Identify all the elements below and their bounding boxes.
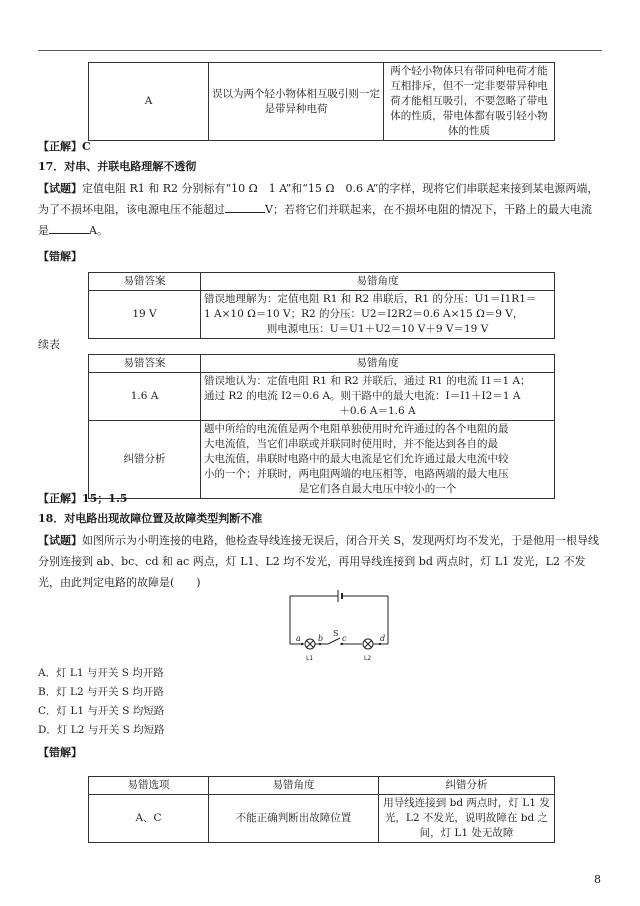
table-cell bbox=[379, 795, 555, 843]
table-cell: 误以为两个轻小物体相互吸引则一定是带异种电荷 bbox=[209, 63, 384, 141]
q17-text-b: V；若将它们并联起来，在不损坏电阻的情况下，干路上的最大电流是 bbox=[38, 203, 592, 237]
q18-options bbox=[38, 664, 602, 740]
option-b: B．灯 L2 与开关 S 均开路 bbox=[38, 686, 164, 698]
header-cell: 易错角度 bbox=[201, 273, 555, 291]
cell-line: 则电源电压：U＝U1＋U2＝10 V＋9 V＝19 V bbox=[266, 323, 489, 335]
table-header-row bbox=[89, 273, 555, 291]
q17-text-a: 定值电阻 R1 和 R2 分别标有“10 Ω 1 A”和“15 Ω 0.6 A”的字样，现将它们串联起来接到某电源两端，为了不损坏电阻，该电源电压不能超过 bbox=[38, 182, 599, 216]
q18-title: 18．对电路出现故障位置及故障类型判断不准 bbox=[38, 512, 263, 525]
label-c: c bbox=[342, 634, 347, 643]
cell-line: ＋0.6 A＝1.6 A bbox=[339, 405, 416, 417]
cell-line: 错误地理解为：定值电阻 R1 和 R2 串联后，R1 的分压：U1＝I1R1＝ bbox=[204, 293, 537, 305]
q18-wrong-label: 【错解】 bbox=[38, 746, 82, 759]
header-cell: 易错答案 bbox=[89, 273, 201, 291]
cell-line: 是它们各自最大电压中较小的一个 bbox=[298, 483, 457, 495]
q17-text bbox=[38, 178, 602, 241]
q17-title: 17．对串、并联电路理解不透彻 bbox=[38, 160, 197, 173]
option-a: A．灯 L1 与开关 S 均开路 bbox=[38, 667, 164, 679]
error-table-17a bbox=[88, 272, 555, 339]
q17-label: 【试题】 bbox=[38, 182, 82, 195]
table-cell bbox=[201, 421, 555, 499]
table-row bbox=[89, 373, 555, 421]
table-cell: 不能正确判断出故障位置 bbox=[209, 795, 379, 843]
table-cell: 1.6 A bbox=[89, 373, 201, 421]
label-b: b bbox=[318, 634, 324, 643]
header-cell: 易错选项 bbox=[89, 777, 209, 795]
page-number: 8 bbox=[594, 873, 601, 886]
label-l2: L2 bbox=[364, 655, 372, 662]
cell-line: 光，L2 不发光，说明故障在 bd 之 bbox=[384, 812, 549, 824]
option-d: D．灯 L2 与开关 S 均短路 bbox=[38, 724, 165, 736]
header-cell: 易错角度 bbox=[201, 355, 555, 373]
label-s: S bbox=[333, 629, 339, 638]
table-2-wrap bbox=[88, 272, 554, 339]
q18-text bbox=[38, 530, 602, 593]
cell-line: 大电流值，串联时电路中的最大电流是它们允许通过最大电流中较 bbox=[204, 453, 509, 465]
cell-line: 1 A×10 Ω＝10 V；R2 的分压：U2＝I2R2＝0.6 A×15 Ω＝9 V， bbox=[204, 308, 524, 320]
table-header-row bbox=[89, 355, 555, 373]
table-header-row bbox=[89, 777, 555, 795]
switch-s-icon bbox=[328, 638, 340, 644]
cell-line: 小的一个；并联时，两电阻两端的电压相等，电路两端的最大电压 bbox=[204, 468, 509, 480]
table-cell: A bbox=[89, 63, 209, 141]
table-row bbox=[89, 795, 555, 843]
continued-label: 续表 bbox=[38, 338, 60, 351]
table-row bbox=[89, 291, 555, 339]
label-a: a bbox=[296, 634, 301, 643]
table-4-wrap bbox=[88, 776, 554, 843]
blank-1 bbox=[225, 201, 265, 213]
table-cell: 纠错分析 bbox=[89, 421, 201, 499]
cell-line: 用导线连接到 bd 两点时，灯 L1 发 bbox=[383, 797, 550, 809]
table-cell bbox=[201, 373, 555, 421]
answer-16: 【正解】C bbox=[38, 140, 91, 153]
cell-line: 间，灯 L1 处无故障 bbox=[419, 827, 514, 839]
q17-wrong-label: 【错解】 bbox=[38, 250, 82, 263]
header-cell: 纠错分析 bbox=[379, 777, 555, 795]
table-row bbox=[89, 421, 555, 499]
q18-label: 【试题】 bbox=[38, 534, 82, 547]
label-d: d bbox=[380, 634, 386, 643]
option-c: C．灯 L1 与开关 S 均短路 bbox=[38, 705, 165, 717]
table-cell: A、C bbox=[89, 795, 209, 843]
header-cell: 易错角度 bbox=[209, 777, 379, 795]
cell-line: 通过 R2 的电流 I2＝0.6 A。则干路中的最大电流：I＝I1＋I2＝1 A bbox=[204, 390, 521, 402]
error-table-18 bbox=[88, 776, 555, 843]
cell-line: 题中所给的电流值是两个电阻单独使用时允许通过的各个电阻的最 bbox=[204, 423, 509, 435]
error-table-16 bbox=[88, 62, 555, 141]
error-table-17b bbox=[88, 354, 555, 499]
cell-line: 错误地认为：定值电阻 R1 和 R2 并联后，通过 R1 的电流 I1＝1 A； bbox=[204, 375, 531, 387]
circuit-diagram bbox=[284, 588, 394, 664]
table-1-wrap bbox=[88, 62, 554, 141]
table-cell bbox=[201, 291, 555, 339]
cell-line: 大电流值，当它们串联或并联同时使用时，并不能达到各自的最 bbox=[204, 438, 498, 450]
answer-17: 【正解】15；1.5 bbox=[38, 492, 128, 505]
table-3-wrap bbox=[88, 354, 554, 499]
table-cell: 两个轻小物体只有带同种电荷才能互相排斥，但不一定非要带异种电荷才能相互吸引，不要忽略了带电体的性质，带电体都有吸引轻小物体的性质 bbox=[384, 63, 555, 141]
table-row bbox=[89, 63, 555, 141]
header-cell: 易错答案 bbox=[89, 355, 201, 373]
table-cell: 19 V bbox=[89, 291, 201, 339]
header-rule bbox=[38, 50, 602, 51]
blank-2 bbox=[49, 222, 89, 234]
q18-text-body: 如图所示为小明连接的电路，他检查导线连接无误后，闭合开关 S，发现两灯均不发光，于是他用一根导线分别连接到 ab、bc、cd 和 ac 两点，灯 L1、L2 均不发光，再用导线连接到 bd 两点时，灯 L1 发光，L2 不发光，由此判定电路的故障是( ) bbox=[38, 534, 600, 589]
label-l1: L1 bbox=[306, 655, 314, 662]
q17-text-c: A。 bbox=[89, 224, 108, 237]
